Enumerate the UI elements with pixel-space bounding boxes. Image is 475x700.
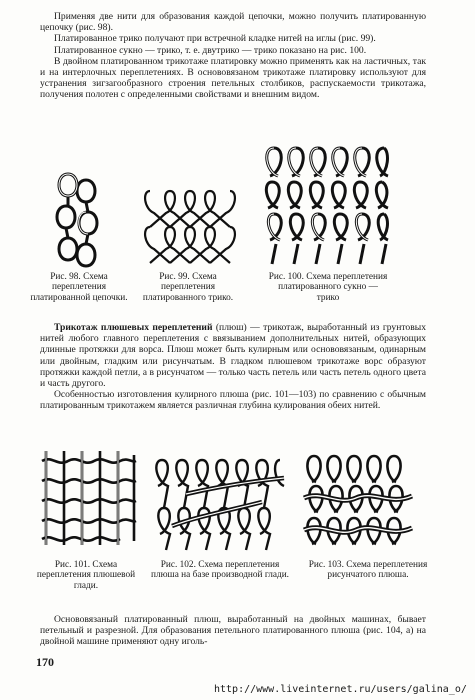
paragraph: Платированное сукно — трико, т. е. двутрико — трико показано на рис. 100. [54, 44, 367, 56]
figure-101-caption: Рис. 101. Схема переплетения плюшевой глади. [36, 560, 136, 591]
figure-98-illustration [46, 168, 112, 270]
paragraph: В двойном платированном трикотаже платировку можно применять как на ластичных, так и на интерлочных переплетениях. В основовязаном трикотаже платировку используют для устранения зигзагообразного строения петельных столбиков, распускаемости трикотажа, получения полотен с определенными свойствами и внешним видом. [40, 55, 426, 101]
figure-98-caption: Рис. 98. Схема переплетения платированной цепочки. [30, 272, 128, 303]
figure-100-illustration [262, 142, 392, 268]
text-block-bottom [40, 614, 426, 648]
figure-99-illustration [140, 183, 240, 269]
term-heading: Трикотаж плюшевых переплетений [54, 322, 213, 333]
text-block-plush [40, 322, 426, 412]
page-number: 170 [36, 655, 54, 669]
figure-103-caption: Рис. 103. Схема переплетения рисунчатого плюша. [308, 560, 428, 581]
figure-103-illustration [302, 450, 414, 558]
figure-99-caption: Рис. 99. Схема переплетения платированного трико. [142, 272, 234, 303]
figure-100-caption: Рис. 100. Схема переплетения платированного сукно — трико [268, 272, 388, 303]
paragraph: Основовязаный платированный плюш, выработанный на двойных машинах, бывает петельный и разрезной. Для образования петельного платированного плюша (рис. 104, а) на двойной машине применяют одну иголь- [40, 614, 426, 648]
figure-102-illustration [152, 452, 290, 554]
paragraph: Особенностью изготовления кулирного плюша (рис. 101—103) по сравнению с обычным платированным трикотажем является различная глубина кулирования обеих нитей. [40, 389, 426, 412]
text-block-top [40, 11, 426, 101]
watermark-url[interactable]: http://www.liveinternet.ru/users/galina_o/ [214, 684, 467, 695]
paragraph [40, 322, 426, 389]
figure-102-caption: Рис. 102. Схема переплетения плюша на базе производной глади. [151, 560, 289, 581]
figure-101-illustration [38, 445, 138, 553]
paragraph: Платированное трико получают при встречной кладке нитей на иглы (рис. 99). [54, 33, 376, 45]
paragraph: Применяя две нити для образования каждой цепочки, можно получить платированную цепочку (рис. 98). [40, 11, 426, 34]
paragraph-text: (плюш) — трикотаж, выработанный из грунтовых нитей любого главного переплетения с ввязыванием дополнительных нитей, образующих длинные протяжки для ворса. Плюш может быть кулирным или основовязаным, одинарным или двойным, гладким или рисунчатым. В гладком плюшевом трикотаже ворс образуют протяжки каждой петли, а в рисунчатом — только часть петель или часть петель одного цвета и часть другого. [40, 322, 426, 390]
